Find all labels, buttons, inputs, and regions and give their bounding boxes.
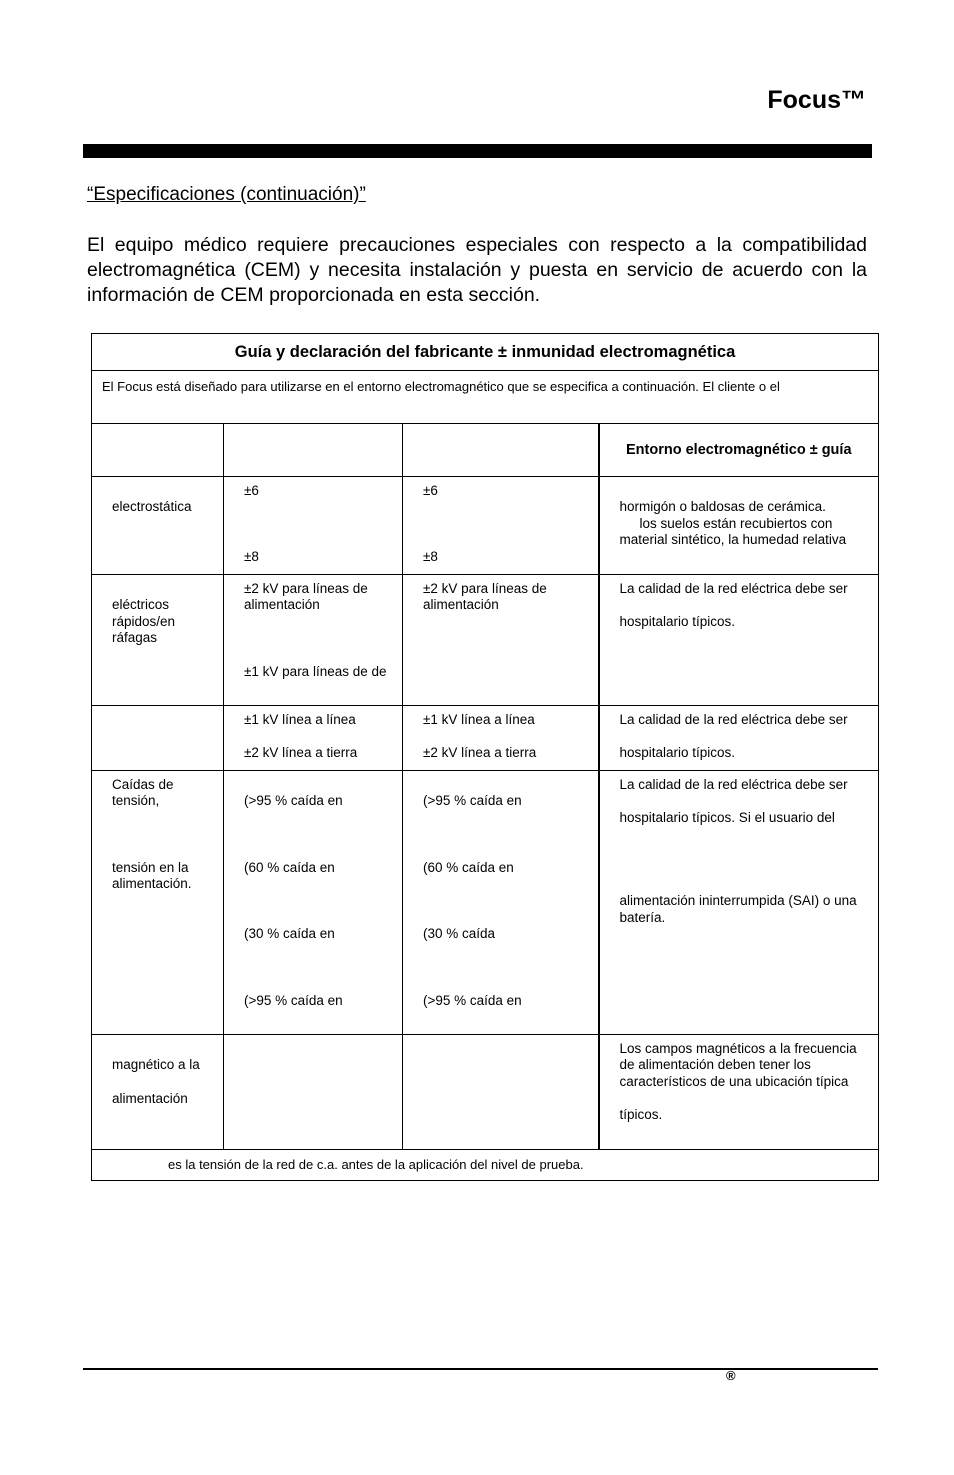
table-footnote: es la tensión de la red de c.a. antes de la aplicación del nivel de prueba. [92,1150,879,1181]
table-description: El Focus está diseñado para utilizarse en el entorno electromagnético que se especifica a continuación. El cliente o el [92,371,879,424]
table-row [92,1035,879,1150]
compliance-level-cell [403,575,599,706]
cell-line: ráfagas [112,630,158,645]
cell-line: tensión, [112,793,160,808]
cell-line: de alimentación deben tener los [619,1057,811,1072]
cell-line: hospitalario típicos. [619,614,736,629]
header-rule [83,144,872,158]
environment-cell [599,706,879,771]
cell-line: La calidad de la red eléctrica debe ser [619,712,848,727]
cell-line: hospitalario típicos. Si el usuario del [619,810,835,825]
cell-line: ±8 [423,549,438,564]
compliance-level-cell [403,477,599,575]
phenomenon-cell [92,1035,224,1150]
cell-line: característicos de una ubicación típica [619,1074,849,1089]
cell-line: electrostática [112,499,192,514]
phenomenon-cell [92,477,224,575]
environment-cell [599,1035,879,1150]
cell-line: ±6 [244,483,259,498]
cell-line: ±2 kV línea a tierra [423,745,537,760]
test-level-cell [224,1035,403,1150]
cell-line: (30 % caída [423,926,496,941]
cell-line: ±8 [244,549,259,564]
cell-line: magnético a la [112,1057,200,1072]
compliance-level-cell [403,1035,599,1150]
test-level-cell [224,477,403,575]
table-row [92,477,879,575]
cell-line: ±1 kV para líneas de de [244,664,387,679]
cell-line: rápidos/en [112,614,176,629]
cell-line: típicos. [619,1107,663,1122]
compliance-level-cell [403,771,599,1035]
test-level-cell [224,771,403,1035]
cell-line: tensión en la [112,860,189,875]
cell-line: alimentación ininterrumpida (SAI) o una [619,893,857,908]
header-cell [92,424,224,477]
cell-line: (>95 % caída en [423,993,522,1008]
intro-paragraph: El equipo médico requiere precauciones especiales con respecto a la compatibilidad electromagnética (CEM) y necesita instalación y puesta en servicio de acuerdo con la información de CEM proporcionada en esta sección. [87,234,867,306]
emc-immunity-table [91,333,879,1181]
brand-title: Focus™ [767,86,866,114]
cell-line: los suelos están recubiertos con [639,516,833,531]
test-level-cell [224,706,403,771]
registered-mark: ® [726,1368,736,1383]
cell-line: alimentación [112,1091,188,1106]
cell-line: La calidad de la red eléctrica debe ser [619,581,848,596]
phenomenon-cell [92,771,224,1035]
header-cell [403,424,599,477]
environment-cell [599,575,879,706]
table-row [92,706,879,771]
cell-line: (30 % caída en [244,926,335,941]
phenomenon-cell [92,575,224,706]
test-level-cell [224,575,403,706]
cell-line: (60 % caída en [423,860,514,875]
environment-cell [599,477,879,575]
footer-rule [83,1368,878,1370]
cell-line: ±2 kV línea a tierra [244,745,358,760]
cell-line: (>95 % caída en [244,993,343,1008]
cell-line: ±1 kV línea a línea [423,712,535,727]
cell-line: alimentación. [112,876,192,891]
header-cell [224,424,403,477]
phenomenon-cell [92,706,224,771]
environment-cell [599,771,879,1035]
cell-line: Caídas de [112,777,174,792]
table-title: Guía y declaración del fabricante ± inmunidad electromagnética [92,334,879,371]
cell-line: ±1 kV línea a línea [244,712,356,727]
cell-line: hormigón o baldosas de cerámica. [619,499,826,514]
section-title: “Especificaciones (continuación)” [87,184,366,205]
cell-line: alimentación [244,597,320,612]
cell-line: material sintético, la humedad relativa [619,532,847,547]
cell-line: alimentación [423,597,499,612]
cell-line: ±6 [423,483,438,498]
cell-line: ±2 kV para líneas de [244,581,368,596]
cell-line: Los campos magnéticos a la frecuencia [619,1041,857,1056]
compliance-level-cell [403,706,599,771]
table-row [92,771,879,1035]
cell-line: eléctricos [112,597,170,612]
cell-line: (>95 % caída en [423,793,522,808]
cell-line: ±2 kV para líneas de [423,581,547,596]
table-row [92,575,879,706]
cell-line: hospitalario típicos. [619,745,736,760]
header-env-guide: Entorno electromagnético ± guía [599,424,879,477]
cell-line: (>95 % caída en [244,793,343,808]
cell-line: (60 % caída en [244,860,335,875]
cell-line: batería. [619,910,666,925]
cell-line: La calidad de la red eléctrica debe ser [619,777,848,792]
